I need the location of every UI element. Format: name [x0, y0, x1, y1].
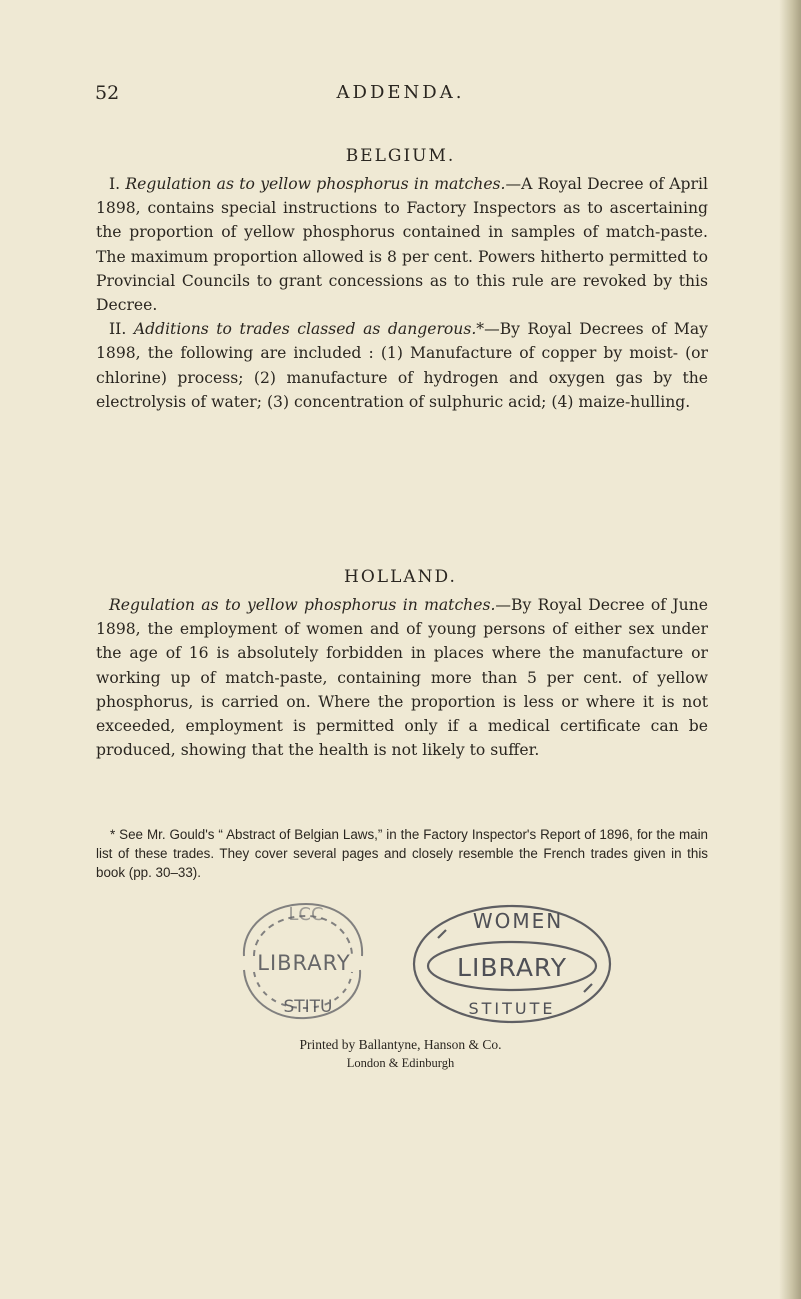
- library-stamp-left: [228, 898, 378, 1026]
- holland-paragraph: [96, 593, 708, 762]
- stamp-right-middle-text: LIBRARY: [457, 953, 567, 982]
- section-heading-belgium: BELGIUM.: [345, 146, 456, 166]
- belgium-paragraph-2: [96, 317, 708, 414]
- paragraph-title: Regulation as to yellow phosphorus in matches.: [109, 596, 496, 614]
- paragraph-title: Regulation as to yellow phosphorus in matches.: [125, 175, 506, 193]
- paragraph-number: I.: [109, 175, 121, 193]
- paragraph-text: —By Royal Decrees of May 1898, the following are included : (1) Manufacture of copper by moist- (or chlorine) process; (2) manufacture of hydrogen and oxygen gas by the electrolysis of water; (3) concentration of sulphuric acid; (4) maize-hulling.: [96, 320, 708, 411]
- page-number: 52: [95, 82, 120, 104]
- stamp-right-bottom-text: STITUTE: [468, 999, 556, 1018]
- holland-section: [96, 593, 708, 762]
- running-title: ADDENDA.: [336, 82, 465, 103]
- footnote: * See Mr. Gould's “ Abstract of Belgian Laws,” in the Factory Inspector's Report of 1896, for the main list of these trades. They cover several pages and closely resemble the French trades given in this book (pp. 30–33).: [96, 827, 708, 880]
- printer-line-2: London & Edinburgh: [346, 1056, 455, 1070]
- belgium-paragraph-1: [96, 172, 708, 317]
- paragraph-number: II.: [109, 320, 127, 339]
- stamp-right-top-text: WOMEN: [472, 909, 564, 933]
- stamp-left-middle-text: LIBRARY: [257, 951, 351, 975]
- belgium-section: [96, 172, 708, 414]
- section-heading-holland: HOLLAND.: [344, 567, 457, 587]
- running-head: [0, 82, 801, 106]
- paragraph-text: —A Royal Decree of April 1898, contains special instructions to Factory Inspectors as to ascertaining the proportion of yellow phosphorus contained in samples of match-paste. The maximum proportion allowed is 8 per cent. Powers hitherto permitted to Provincial Councils to grant concessions as to this rule are revoked by this Decree.: [96, 175, 708, 315]
- paragraph-title: Additions to trades classed as dangerous.*: [133, 320, 485, 339]
- paragraph-text: —By Royal Decree of June 1898, the employment of women and of young persons of either sex under the age of 16 is absolutely forbidden in places where the manufacture or working up of match-paste, containing more than 5 per cent. of yellow phosphorus, is carried on. Where the proportion is less or where it is not exceeded, employment is permitted only if a medical certificate can be produced, showing that the health is not likely to suffer.: [96, 596, 708, 760]
- stamp-left-top-text: LCC: [288, 904, 324, 925]
- library-stamp-right: [408, 900, 618, 1028]
- page-edge-shadow: [779, 0, 801, 1299]
- printer-line-1: Printed by Ballantyne, Hanson & Co.: [299, 1037, 502, 1052]
- stamp-left-bottom-text: STITU: [283, 997, 333, 1017]
